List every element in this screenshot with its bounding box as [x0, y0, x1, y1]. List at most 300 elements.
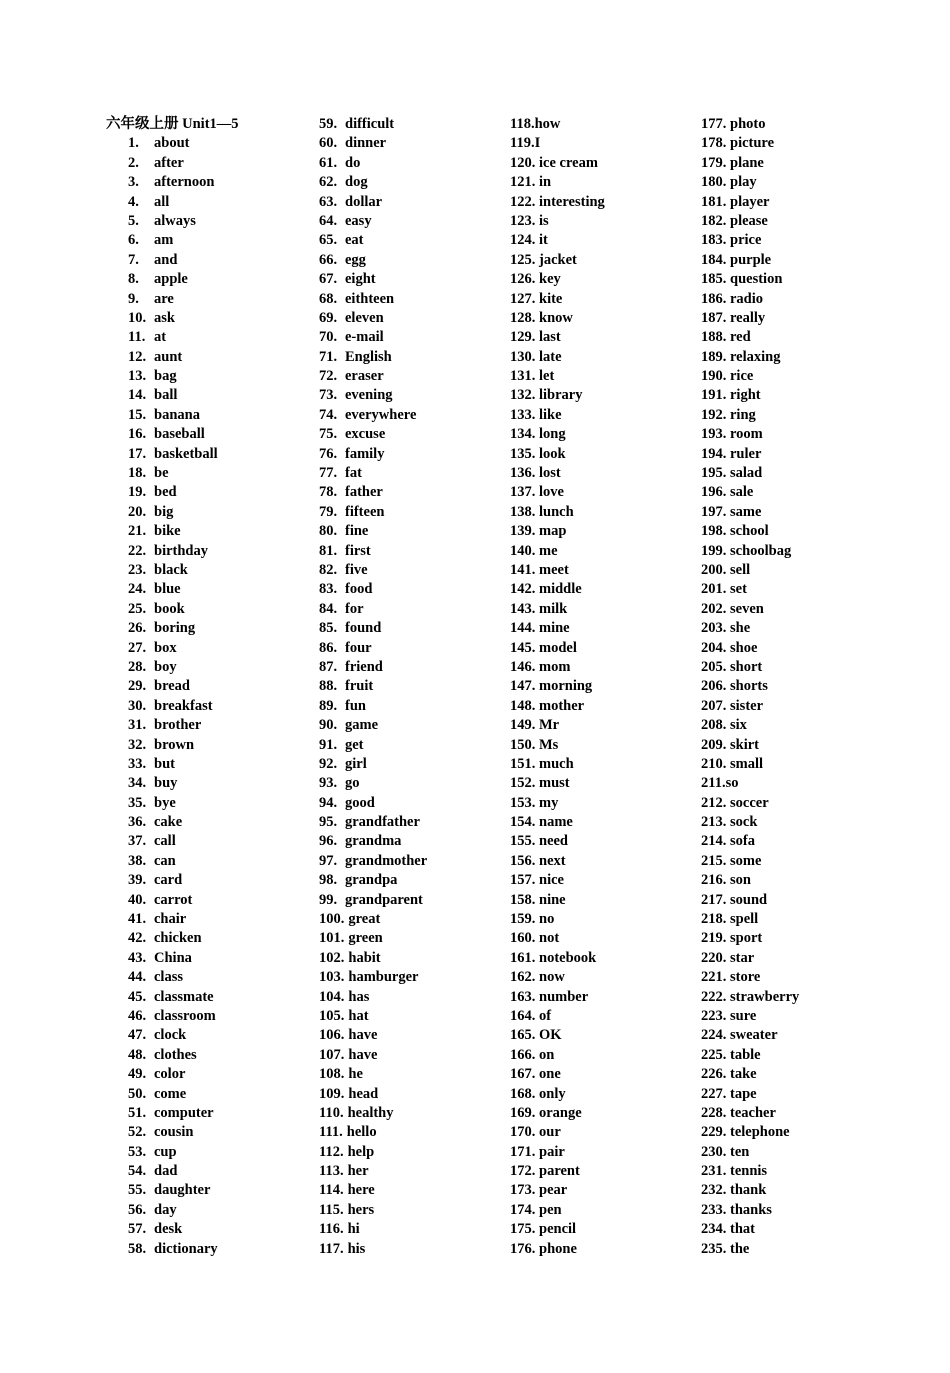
word-item	[106, 212, 239, 231]
word-item: 172. parent	[510, 1163, 580, 1180]
word-item: 158. nine	[510, 891, 566, 908]
word-item	[106, 1201, 239, 1220]
word-item	[106, 813, 239, 832]
word-text: have	[348, 1046, 378, 1063]
word-number: 89.	[319, 697, 338, 714]
word-number: 104.	[319, 988, 345, 1005]
word-number: 40.	[128, 891, 147, 908]
word-number: 53.	[128, 1143, 147, 1160]
word-item	[319, 367, 427, 386]
word-number: 52.	[128, 1124, 147, 1141]
word-number: 36.	[128, 814, 147, 831]
word-item: 214. sofa	[701, 833, 755, 850]
word-item: 201. set	[701, 581, 747, 598]
word-item: 180. play	[701, 174, 757, 191]
word-text: ball	[154, 387, 178, 404]
word-text: good	[345, 794, 375, 811]
word-item: 175. pencil	[510, 1221, 577, 1238]
word-item	[106, 949, 239, 968]
word-item	[106, 193, 239, 212]
word-number: 79.	[319, 503, 338, 520]
word-item: 121. in	[510, 174, 552, 191]
word-item	[319, 542, 427, 561]
word-item: 220. star	[701, 949, 755, 966]
word-text: blue	[154, 581, 181, 598]
word-item: 181. player	[701, 193, 770, 210]
word-number: 3.	[128, 174, 139, 191]
word-text: family	[345, 445, 385, 462]
word-item	[106, 871, 239, 890]
word-number: 112.	[319, 1143, 344, 1160]
word-number: 56.	[128, 1201, 147, 1218]
word-number: 22.	[128, 542, 147, 559]
word-item	[319, 386, 427, 405]
word-item	[106, 1065, 239, 1084]
word-item	[319, 561, 427, 580]
word-item: 150. Ms	[510, 736, 559, 753]
word-item	[106, 658, 239, 677]
word-item	[319, 328, 427, 347]
word-text: get	[345, 736, 364, 753]
word-number: 31.	[128, 717, 147, 734]
word-number: 24.	[128, 581, 147, 598]
word-item	[319, 968, 427, 987]
word-text: are	[154, 290, 174, 307]
word-number: 82.	[319, 561, 338, 578]
word-item: 156. next	[510, 852, 566, 869]
word-text: bread	[154, 678, 190, 695]
word-item: 146. mom	[510, 658, 571, 675]
word-item: 133. like	[510, 406, 562, 423]
word-item: 190. rice	[701, 368, 754, 385]
word-text: birthday	[154, 542, 208, 559]
word-number: 27.	[128, 639, 147, 656]
word-item	[319, 134, 427, 153]
word-number: 107.	[319, 1046, 345, 1063]
word-number: 1.	[128, 135, 139, 152]
word-number: 39.	[128, 872, 147, 889]
word-number: 116.	[319, 1221, 344, 1238]
word-number: 71.	[319, 348, 338, 365]
word-number: 94.	[319, 794, 338, 811]
word-item: 213. sock	[701, 814, 758, 831]
word-item: 227. tape	[701, 1085, 757, 1102]
word-item	[106, 134, 239, 153]
word-item	[106, 619, 239, 638]
word-item: 161. notebook	[510, 949, 597, 966]
word-text: healthy	[347, 1104, 394, 1121]
word-number: 15.	[128, 406, 147, 423]
word-item	[319, 736, 427, 755]
word-text: and	[154, 251, 178, 268]
word-text: hat	[348, 1007, 369, 1024]
word-number: 86.	[319, 639, 338, 656]
word-number: 98.	[319, 872, 338, 889]
word-text: go	[345, 775, 360, 792]
word-item	[106, 736, 239, 755]
word-item: 166. on	[510, 1046, 555, 1063]
word-text: for	[345, 600, 364, 617]
word-text: four	[345, 639, 372, 656]
word-item	[319, 1046, 427, 1065]
word-text: grandmother	[345, 852, 428, 869]
word-number: 14.	[128, 387, 147, 404]
word-item	[319, 832, 427, 851]
word-item	[106, 1143, 239, 1162]
word-text: boy	[154, 658, 177, 675]
word-text: fruit	[345, 678, 374, 695]
word-number: 108.	[319, 1066, 345, 1083]
word-text: easy	[345, 212, 372, 229]
word-item: 207. sister	[701, 697, 764, 714]
word-item: 135. look	[510, 445, 566, 462]
word-item: 140. me	[510, 542, 558, 559]
word-text: class	[154, 969, 183, 986]
word-item: 143. milk	[510, 600, 568, 617]
word-text: carrot	[154, 891, 193, 908]
word-text: here	[347, 1182, 375, 1199]
word-item	[106, 425, 239, 444]
word-item: 215. some	[701, 852, 762, 869]
word-number: 85.	[319, 620, 338, 637]
word-text: food	[345, 581, 373, 598]
word-item	[319, 910, 427, 929]
word-item	[106, 1220, 239, 1239]
word-item	[319, 929, 427, 948]
word-number: 106.	[319, 1027, 345, 1044]
word-number: 25.	[128, 600, 147, 617]
word-item	[319, 891, 427, 910]
word-item: 195. salad	[701, 465, 763, 482]
word-item	[319, 212, 427, 231]
word-number: 18.	[128, 465, 147, 482]
word-item	[319, 794, 427, 813]
word-item: 153. my	[510, 794, 559, 811]
word-item	[319, 677, 427, 696]
word-item: 142. middle	[510, 581, 582, 598]
word-item: 124. it	[510, 232, 548, 249]
word-text: brown	[154, 736, 195, 753]
word-text: eithteen	[345, 290, 395, 307]
word-item: 171. pair	[510, 1143, 565, 1160]
word-item: 185. question	[701, 271, 783, 288]
word-number: 115.	[319, 1201, 344, 1218]
word-number: 43.	[128, 949, 147, 966]
word-text: brother	[154, 717, 202, 734]
word-text: help	[347, 1143, 375, 1160]
word-item	[106, 251, 239, 270]
word-text: classroom	[154, 1007, 216, 1024]
word-number: 23.	[128, 561, 147, 578]
word-number: 41.	[128, 911, 147, 928]
word-item: 178. picture	[701, 135, 775, 152]
word-item: 205. short	[701, 658, 763, 675]
word-item	[319, 1143, 427, 1162]
word-text: hi	[347, 1221, 360, 1238]
word-text: apple	[154, 271, 188, 288]
word-text: ask	[154, 309, 175, 326]
word-item	[319, 193, 427, 212]
word-text: green	[348, 930, 383, 947]
word-text: computer	[154, 1104, 214, 1121]
word-item	[106, 522, 239, 541]
word-item	[106, 697, 239, 716]
word-item	[319, 813, 427, 832]
word-item: 131. let	[510, 368, 555, 385]
word-item: 200. sell	[701, 561, 751, 578]
word-item: 120. ice cream	[510, 154, 598, 171]
word-item: 233. thanks	[701, 1201, 772, 1218]
word-item	[106, 774, 239, 793]
word-text: after	[154, 154, 184, 171]
word-item: 199. schoolbag	[701, 542, 792, 559]
word-text: grandfather	[345, 814, 420, 831]
word-text: dollar	[345, 193, 383, 210]
word-item: 128. know	[510, 309, 573, 326]
word-item: 139. map	[510, 523, 567, 540]
word-item	[106, 929, 239, 948]
word-item	[106, 270, 239, 289]
column-1	[106, 115, 239, 1259]
word-text: fine	[345, 523, 369, 540]
word-text: bike	[154, 523, 181, 540]
word-text: be	[154, 465, 169, 482]
word-item: 148. mother	[510, 697, 585, 714]
word-number: 48.	[128, 1046, 147, 1063]
word-number: 113.	[319, 1163, 344, 1180]
word-number: 49.	[128, 1066, 147, 1083]
word-item	[106, 968, 239, 987]
word-text: clock	[154, 1027, 187, 1044]
word-item	[319, 348, 427, 367]
word-item	[106, 1026, 239, 1045]
word-item	[106, 1085, 239, 1104]
word-item: 211.so	[701, 775, 739, 792]
word-text: banana	[154, 406, 200, 423]
word-item: 210. small	[701, 755, 764, 772]
word-text: at	[154, 329, 167, 346]
word-text: boring	[154, 620, 196, 637]
word-item	[319, 871, 427, 890]
word-item	[319, 1162, 427, 1181]
word-item: 228. teacher	[701, 1104, 776, 1121]
word-text: game	[345, 717, 379, 734]
word-number: 12.	[128, 348, 147, 365]
word-item	[106, 328, 239, 347]
word-item	[106, 716, 239, 735]
word-item: 224. sweater	[701, 1027, 778, 1044]
word-text: fun	[345, 697, 366, 714]
word-text: buy	[154, 775, 178, 792]
word-number: 21.	[128, 523, 147, 540]
word-item: 155. need	[510, 833, 568, 850]
word-number: 72.	[319, 368, 338, 385]
word-item: 164. of	[510, 1007, 552, 1024]
word-text: grandma	[345, 833, 402, 850]
word-number: 28.	[128, 658, 147, 675]
word-item	[319, 755, 427, 774]
word-number: 109.	[319, 1085, 345, 1102]
word-text: color	[154, 1066, 186, 1083]
word-item: 122. interesting	[510, 193, 605, 210]
word-item	[319, 658, 427, 677]
word-number: 57.	[128, 1221, 147, 1238]
word-item	[106, 386, 239, 405]
word-text: first	[345, 542, 371, 559]
word-item: 132. library	[510, 387, 583, 404]
word-number: 32.	[128, 736, 147, 753]
word-item	[319, 483, 427, 502]
word-item	[106, 891, 239, 910]
word-item	[106, 600, 239, 619]
page-title: 六年级上册 Unit1—5	[106, 116, 239, 132]
word-item	[106, 1240, 239, 1259]
word-number: 70.	[319, 329, 338, 346]
word-item	[106, 580, 239, 599]
word-text: call	[154, 833, 176, 850]
word-number: 78.	[319, 484, 338, 501]
word-number: 47.	[128, 1027, 147, 1044]
word-item	[319, 464, 427, 483]
word-text: fat	[345, 465, 362, 482]
word-item	[106, 309, 239, 328]
word-text: all	[154, 193, 170, 210]
word-number: 11.	[128, 329, 146, 346]
word-item: 174. pen	[510, 1201, 562, 1218]
word-number: 81.	[319, 542, 338, 559]
word-item	[106, 231, 239, 250]
word-text: classmate	[154, 988, 214, 1005]
word-text: desk	[154, 1221, 183, 1238]
word-item: 168. only	[510, 1085, 566, 1102]
word-item: 170. our	[510, 1124, 561, 1141]
word-text: box	[154, 639, 177, 656]
word-number: 19.	[128, 484, 147, 501]
word-item: 145. model	[510, 639, 577, 656]
word-item	[106, 794, 239, 813]
word-item: 223. sure	[701, 1007, 757, 1024]
word-item: 149. Mr	[510, 717, 560, 734]
word-number: 38.	[128, 852, 147, 869]
word-item	[106, 832, 239, 851]
word-text: hamburger	[348, 969, 419, 986]
word-item	[319, 639, 427, 658]
word-item: 160. not	[510, 930, 560, 947]
word-text: dog	[345, 174, 368, 191]
word-number: 16.	[128, 426, 147, 443]
word-number: 80.	[319, 523, 338, 540]
word-text: afternoon	[154, 174, 215, 191]
word-item	[319, 290, 427, 309]
word-text: everywhere	[345, 406, 417, 423]
word-text: found	[345, 620, 382, 637]
word-number: 77.	[319, 465, 338, 482]
word-item: 167. one	[510, 1066, 561, 1083]
word-text: girl	[345, 755, 367, 772]
word-text: hers	[347, 1201, 375, 1218]
word-item	[319, 580, 427, 599]
word-item	[106, 1162, 239, 1181]
word-item: 219. sport	[701, 930, 763, 947]
word-text: excuse	[345, 426, 386, 443]
word-item	[319, 1181, 427, 1200]
word-item: 226. take	[701, 1066, 757, 1083]
word-item: 165. OK	[510, 1027, 562, 1044]
word-item: 137. love	[510, 484, 564, 501]
word-item: 209. skirt	[701, 736, 759, 753]
column-4	[701, 115, 799, 1259]
word-text: egg	[345, 251, 366, 268]
word-text: bag	[154, 368, 177, 385]
word-item	[106, 910, 239, 929]
word-number: 103.	[319, 969, 345, 986]
word-number: 6.	[128, 232, 139, 249]
word-item: 123. is	[510, 212, 549, 229]
word-number: 29.	[128, 678, 147, 695]
column-2	[319, 115, 427, 1259]
word-number: 55.	[128, 1182, 147, 1199]
word-number: 64.	[319, 212, 338, 229]
word-number: 67.	[319, 271, 338, 288]
word-number: 87.	[319, 658, 338, 675]
word-number: 37.	[128, 833, 147, 850]
word-text: cake	[154, 814, 183, 831]
word-item	[319, 154, 427, 173]
word-item: 193. room	[701, 426, 763, 443]
word-item	[106, 852, 239, 871]
word-item: 169. orange	[510, 1104, 582, 1121]
word-text: am	[154, 232, 174, 249]
word-item	[106, 1007, 239, 1026]
word-number: 60.	[319, 135, 338, 152]
word-number: 69.	[319, 309, 338, 326]
word-number: 50.	[128, 1085, 147, 1102]
word-number: 74.	[319, 406, 338, 423]
word-text: he	[348, 1066, 363, 1083]
word-number: 83.	[319, 581, 338, 598]
word-text: day	[154, 1201, 177, 1218]
word-number: 8.	[128, 271, 139, 288]
word-text: have	[348, 1027, 378, 1044]
word-text: China	[154, 949, 192, 966]
word-item: 225. table	[701, 1046, 761, 1063]
word-number: 110.	[319, 1104, 344, 1121]
word-text: clothes	[154, 1046, 197, 1063]
word-item: 208. six	[701, 717, 747, 734]
word-item	[319, 1085, 427, 1104]
word-number: 101.	[319, 930, 345, 947]
word-number: 7.	[128, 251, 139, 268]
word-item: 216. son	[701, 872, 751, 889]
word-item	[106, 677, 239, 696]
word-number: 117.	[319, 1240, 344, 1257]
word-item	[319, 1007, 427, 1026]
word-number: 66.	[319, 251, 338, 268]
word-item	[106, 1104, 239, 1123]
word-item: 186. radio	[701, 290, 764, 307]
word-item: 118.how	[510, 116, 561, 132]
word-number: 17.	[128, 445, 147, 462]
word-item	[319, 600, 427, 619]
word-item	[319, 406, 427, 425]
word-item	[106, 367, 239, 386]
word-item	[106, 406, 239, 425]
word-text: bed	[154, 484, 177, 501]
word-item	[319, 1123, 427, 1142]
word-text: can	[154, 852, 176, 869]
word-item: 192. ring	[701, 406, 756, 423]
word-number: 20.	[128, 503, 147, 520]
